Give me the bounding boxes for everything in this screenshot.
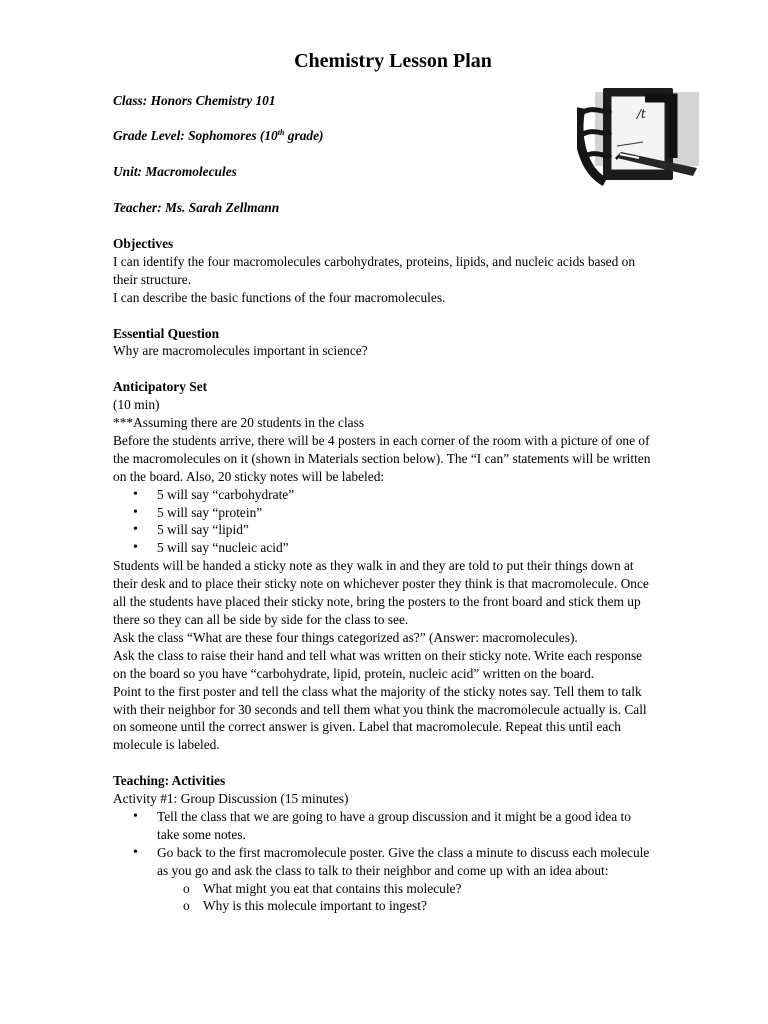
sticky-note-labels-list (113, 486, 653, 558)
anticipatory-set-paragraph-3: Ask the class to raise their hand and tell what was written on their sticky note. Write each response on the board so you have “carbohydrate, lipid, protein, nucleic acid” written on the board. (113, 647, 643, 681)
spacer (113, 754, 653, 772)
anticipatory-set-paragraph-4: Point to the first poster and tell the class what the majority of the sticky notes say. Tell them to talk with their neighbor for 30 seconds and tell them what you think the macromolecule actually is. Call on someone until the correct answer is given. Label that macromolecule. Repeat this until each molecule is labeled. (113, 683, 647, 753)
grade-level-prefix: Grade Level: Sophomores (10 (113, 128, 278, 143)
list-item: • Tell the class that we are going to have a group discussion and it might be a good idea to take some notes. (113, 808, 653, 844)
objectives-heading: Objectives (113, 236, 174, 251)
list-item: • 5 will say “protein” (113, 504, 653, 522)
page-title: Chemistry Lesson Plan (294, 50, 492, 72)
spacer (113, 360, 653, 378)
spacer (113, 307, 653, 325)
activity-1-sub-list (113, 880, 653, 916)
lesson-body (113, 235, 653, 915)
anticipatory-set-paragraph-1: Students will be handed a sticky note as they walk in and they are told to put their things down at their desk and to place their sticky note on whichever poster they think is that macromolecule. Once all the students have placed their sticky note, bring the posters to the front board and stick them up there so they can all be side by side for the class to see. (113, 558, 649, 627)
activity-1-title: Activity #1: Group Discussion (15 minutes) (113, 791, 349, 807)
anticipatory-set-assumption: ***Assuming there are 20 students in the class (113, 415, 365, 431)
objective-2: I can describe the basic functions of the four macromolecules. (113, 289, 446, 305)
anticipatory-set-heading: Anticipatory Set (113, 379, 208, 395)
class-line: Class: Honors Chemistry 101 (113, 93, 276, 108)
sub-list-item: o Why is this molecule important to ingest? (113, 897, 653, 915)
grade-level-line (113, 127, 324, 145)
list-item: • 5 will say “nucleic acid” (113, 539, 653, 557)
essential-question-heading: Essential Question (113, 325, 220, 341)
grade-level-superscript: th (277, 128, 285, 137)
notebook-pen-icon (577, 88, 705, 188)
anticipatory-set-duration: (10 min) (113, 397, 160, 413)
sub-list-item: o What might you eat that contains this molecule? (113, 880, 653, 898)
teacher-line: Teacher: Ms. Sarah Zellmann (113, 200, 280, 215)
objective-1: I can identify the four macromolecules carbohydrates, proteins, lipids, and nucleic acids based on their structure. (113, 253, 636, 287)
list-item: • 5 will say “carbohydrate” (113, 486, 653, 504)
anticipatory-set-intro: Before the students arrive, there will be 4 posters in each corner of the room with a picture of one of the macromolecules on it (shown in Materials section below). The “I can” statements will be written on the board. Also, 20 sticky notes will be labeled: (113, 432, 651, 484)
teaching-activities-heading: Teaching: Activities (113, 773, 226, 789)
list-item: • 5 will say “lipid” (113, 521, 653, 539)
essential-question-text: Why are macromolecules important in science? (113, 343, 368, 359)
svg-text:/t: /t (637, 107, 646, 121)
anticipatory-set-paragraph-2: Ask the class “What are these four things categorized as?” (Answer: macromolecules). (113, 629, 578, 645)
list-item: • Go back to the first macromolecule poster. Give the class a minute to discuss each molecule as you go and ask the class to talk to their neighbor and come up with an idea about: (113, 844, 653, 880)
unit-line: Unit: Macromolecules (113, 164, 237, 179)
grade-level-suffix: grade) (284, 128, 324, 143)
activity-1-list (113, 808, 653, 880)
